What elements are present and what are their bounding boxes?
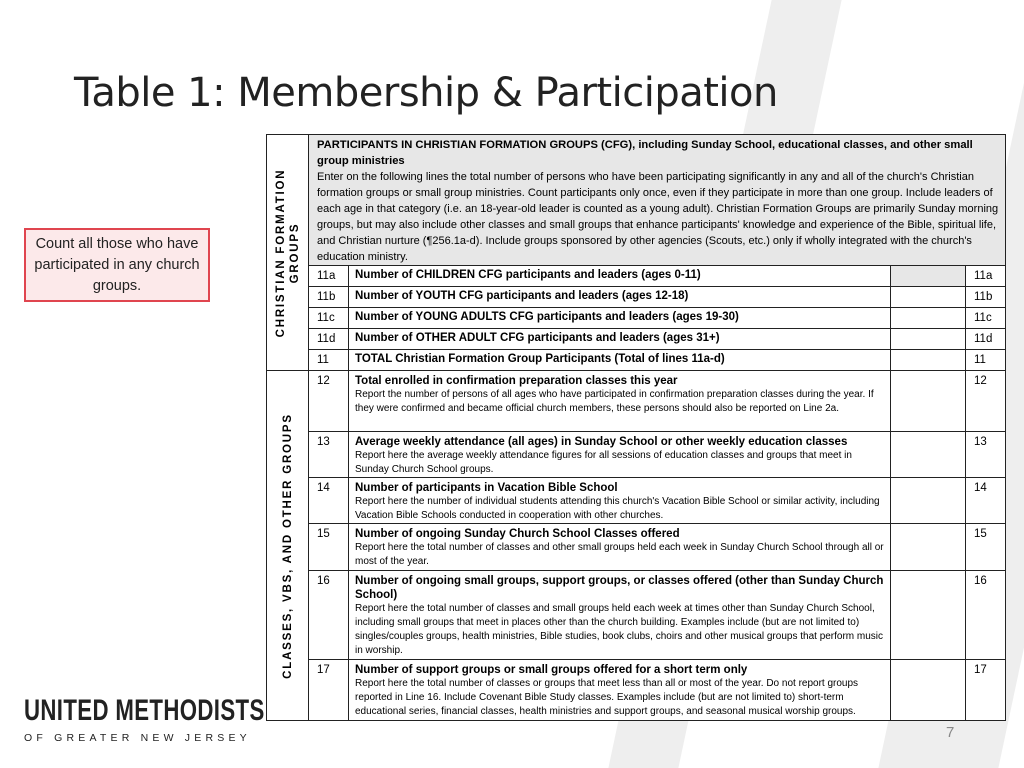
line-description: TOTAL Christian Formation Group Participants (Total of lines 11a-d): [349, 350, 891, 371]
line-label: 11: [966, 350, 1006, 371]
answer-field[interactable]: [891, 432, 966, 478]
answer-field[interactable]: [891, 660, 966, 721]
line-instructions: Report here the total number of classes and small groups held each week at times other than Sunday Church School, including small groups that meet in places other than the church building. Examples include (but are not limited to) singles/couples groups, health ministries, Bible studies, book clubs, choirs and other musical groups that perform music in worship.: [355, 603, 884, 656]
answer-field[interactable]: [891, 478, 966, 524]
line-label: 13: [966, 432, 1006, 478]
table-row: [267, 524, 1006, 571]
line-title: Average weekly attendance (all ages) in Sunday School or other weekly education classes: [355, 436, 848, 448]
line-number: 13: [309, 432, 349, 478]
line-description: Number of YOUTH CFG participants and leaders (ages 12-18): [349, 287, 891, 308]
logo-sub-text: OF GREATER NEW JERSEY: [24, 732, 251, 744]
line-instructions: Report the number of persons of all ages who have participated in confirmation preparation classes during the year. If they were confirmed and became official church members, these persons should also be reported on Line 2a.: [355, 389, 874, 414]
line-label: 11c: [966, 308, 1006, 329]
answer-field[interactable]: [891, 371, 966, 432]
answer-field[interactable]: [891, 329, 966, 350]
section-header-text: Enter on the following lines the total number of persons who have been participating significantly in any and all of the church's Christian formation groups or small group ministries. Count participants only once, even if they participate in more than one group. Include leaders of each age in that category (i.e. an 18-year-old leader is counted as a young adult). Christian Formation Groups are primarily Sunday morning groups, but may also include other classes and small groups that enhance participants' knowledge and experience of the Bible, spiritual life, and Christian nurture (¶256.1a-d). Include groups sponsored by other agencies (Scouts, etc.) only if wholly integrated with the church's education ministry.: [317, 171, 999, 263]
line-instructions: Report here the total number of classes and other small groups held each week in Sunday Church School through all or most of the year.: [355, 542, 884, 567]
line-description: [349, 571, 891, 660]
line-description: [349, 660, 891, 721]
callout-text: Count all those who have participated in any church groups.: [34, 235, 200, 294]
line-label: 17: [966, 660, 1006, 721]
line-description: [349, 371, 891, 432]
logo-main-text: UNITED METHODISTS: [24, 694, 265, 727]
line-number: 15: [309, 524, 349, 571]
line-title: Number of ongoing small groups, support groups, or classes offered (other than Sunday Church School): [355, 575, 884, 601]
table-row: [267, 287, 1006, 308]
membership-form-table: [266, 134, 1006, 721]
line-description: Number of OTHER ADULT CFG participants and leaders (ages 31+): [349, 329, 891, 350]
line-label: 16: [966, 571, 1006, 660]
table-row: [267, 478, 1006, 524]
line-label: 11a: [966, 266, 1006, 287]
section-label-text: CLASSES, VBS, AND OTHER GROUPS: [281, 412, 294, 679]
line-description: [349, 432, 891, 478]
line-description: [349, 524, 891, 571]
line-instructions: Report here the total number of classes or groups that meet less than all or most of the year. Do not report groups reported in Line 16. Include Covenant Bible Study classes. Examples include (but are not limited to) short-term educational series, financial classes, health ministries and support groups, and seasonal musical worship groups.: [355, 678, 859, 717]
line-number: 17: [309, 660, 349, 721]
section-header: [309, 135, 1006, 266]
page-number: 7: [946, 724, 955, 741]
page-title: Table 1: Membership & Participation: [74, 70, 778, 116]
answer-field[interactable]: [891, 571, 966, 660]
table-row: [267, 571, 1006, 660]
line-label: 12: [966, 371, 1006, 432]
line-label: 11d: [966, 329, 1006, 350]
line-number: 11d: [309, 329, 349, 350]
table-row: [267, 266, 1006, 287]
line-label: 11b: [966, 287, 1006, 308]
line-title: Number of support groups or small groups offered for a short term only: [355, 664, 748, 676]
section-label-classes: [267, 371, 309, 721]
line-number: 11c: [309, 308, 349, 329]
section-label-text: CHRISTIAN FORMATION GROUPS: [274, 168, 301, 337]
line-description: Number of CHILDREN CFG participants and leaders (ages 0-11): [349, 266, 891, 287]
line-number: 12: [309, 371, 349, 432]
line-title: Number of ongoing Sunday Church School Classes offered: [355, 528, 680, 540]
organization-logo: [24, 694, 349, 744]
answer-field[interactable]: [891, 524, 966, 571]
answer-field[interactable]: [891, 266, 966, 287]
table-row: [267, 371, 1006, 432]
line-title: Number of participants in Vacation Bible School: [355, 482, 618, 494]
line-number: 11a: [309, 266, 349, 287]
line-number: 11: [309, 350, 349, 371]
table-row: [267, 329, 1006, 350]
line-number: 16: [309, 571, 349, 660]
answer-field[interactable]: [891, 350, 966, 371]
line-number: 14: [309, 478, 349, 524]
line-description: Number of YOUNG ADULTS CFG participants and leaders (ages 19-30): [349, 308, 891, 329]
line-instructions: Report here the average weekly attendance figures for all sessions of education classes and groups that meet in Sunday Church School groups.: [355, 450, 852, 475]
answer-field[interactable]: [891, 308, 966, 329]
table-row: [267, 432, 1006, 478]
table-row: [267, 660, 1006, 721]
table-row: [267, 308, 1006, 329]
line-title: Total enrolled in confirmation preparation classes this year: [355, 375, 678, 387]
section-header-title: PARTICIPANTS IN CHRISTIAN FORMATION GROUPS (CFG), including Sunday School, educational classes, and other small group ministries: [317, 139, 973, 167]
section-label-cfg: [267, 135, 309, 371]
answer-field[interactable]: [891, 287, 966, 308]
line-description: [349, 478, 891, 524]
table-row: [267, 350, 1006, 371]
line-number: 11b: [309, 287, 349, 308]
callout-note: [24, 228, 210, 302]
line-instructions: Report here the number of individual students attending this church's Vacation Bible School or similar activity, including Vacation Bible Schools conducted in cooperation with other churches.: [355, 496, 880, 521]
line-label: 15: [966, 524, 1006, 571]
line-label: 14: [966, 478, 1006, 524]
